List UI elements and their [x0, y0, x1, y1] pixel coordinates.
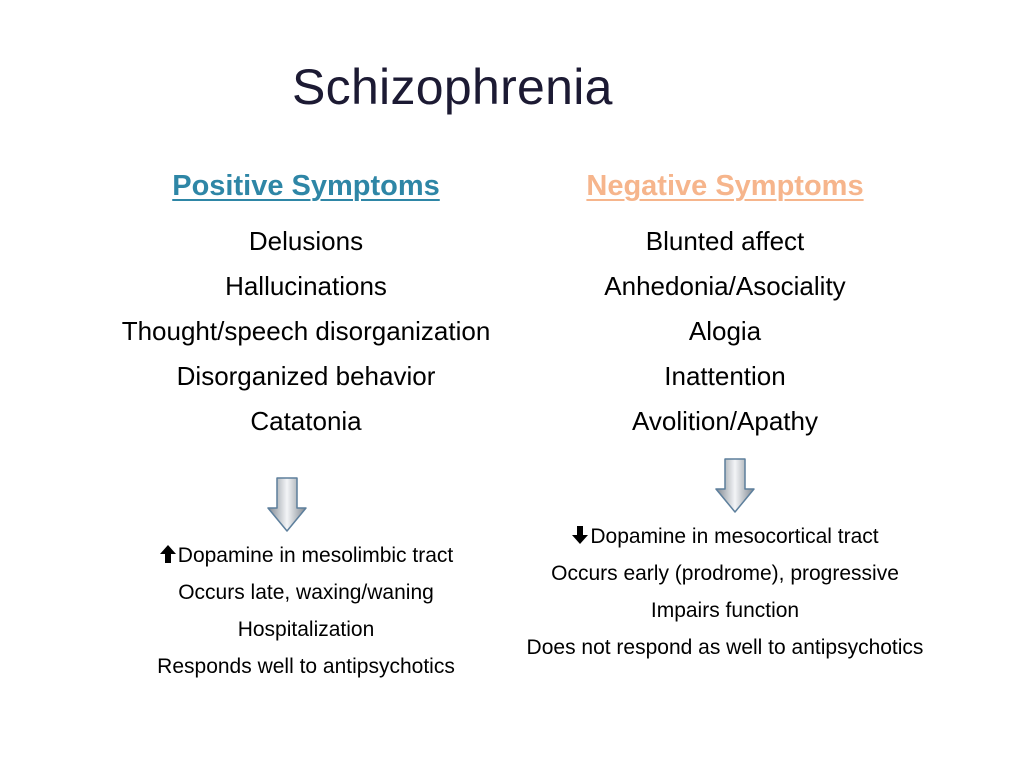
list-item: Anhedonia/Asociality [604, 271, 846, 301]
list-item: Hallucinations [225, 271, 387, 301]
list-item: Thought/speech disorganization [121, 316, 491, 346]
negative-symptom-list [515, 219, 935, 444]
negative-column [515, 0, 935, 768]
positive-dopamine-text: Dopamine in mesolimbic tract [177, 544, 454, 567]
positive-column [87, 0, 525, 768]
list-item: Catatonia [250, 406, 362, 436]
list-item: Occurs early (prodrome), progressive [551, 562, 899, 585]
negative-dopamine-text: Dopamine in mesocortical tract [590, 525, 879, 548]
positive-symptom-list [87, 219, 525, 444]
list-item [465, 518, 985, 555]
list-item: Blunted affect [645, 226, 805, 256]
list-item: Alogia [688, 316, 762, 346]
list-item: Hospitalization [237, 618, 375, 641]
slide-title: Schizophrenia [292, 59, 613, 115]
list-item: Impairs function [650, 599, 800, 622]
positive-detail-list [87, 537, 525, 685]
positive-heading: Positive Symptoms [172, 170, 440, 202]
up-arrow-icon [159, 539, 177, 559]
list-item: Inattention [664, 361, 786, 391]
list-item: Occurs late, waxing/waning [178, 581, 434, 604]
list-item: Responds well to antipsychotics [157, 655, 455, 678]
list-item: Delusions [248, 226, 364, 256]
list-item: Does not respond as well to antipsychotics [526, 636, 924, 659]
list-item [87, 537, 525, 574]
list-item: Disorganized behavior [176, 361, 436, 391]
negative-heading: Negative Symptoms [586, 170, 864, 202]
list-item: Avolition/Apathy [632, 406, 818, 436]
down-arrow-icon [571, 520, 589, 540]
down-arrow-icon [715, 458, 755, 519]
negative-detail-list [465, 518, 985, 666]
down-arrow-icon [267, 477, 307, 538]
